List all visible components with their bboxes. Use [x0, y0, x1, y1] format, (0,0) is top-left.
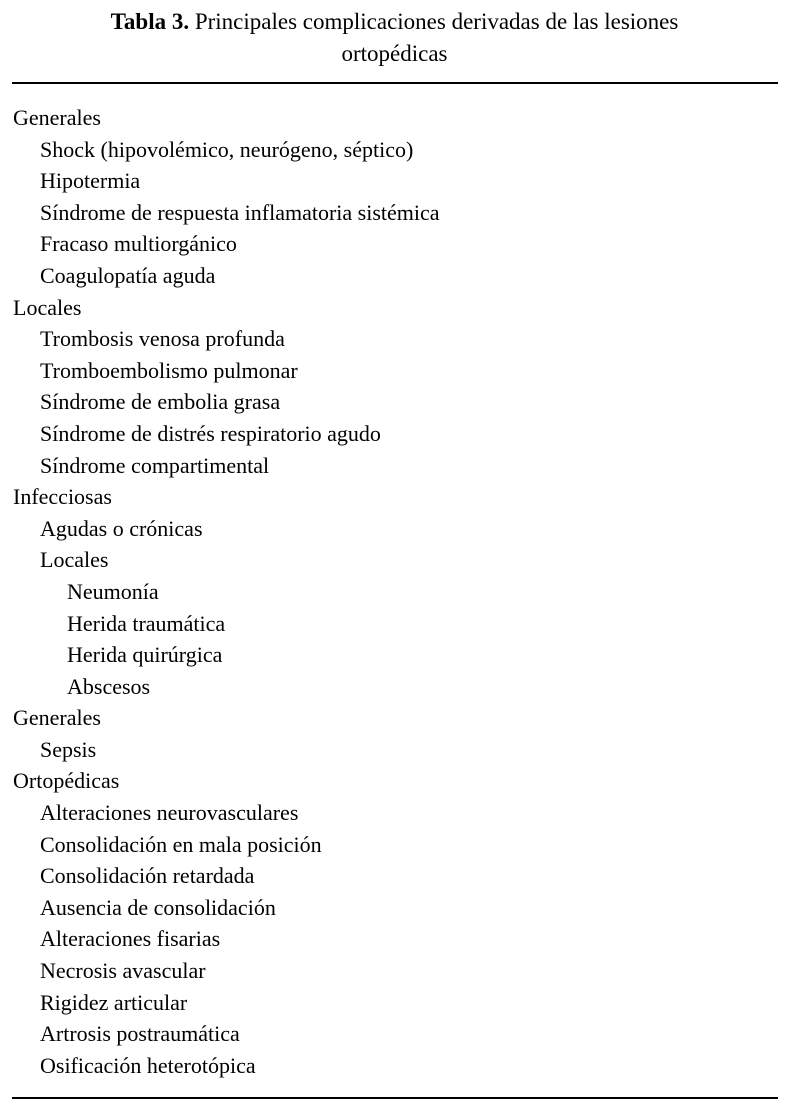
bottom-rule [12, 1097, 778, 1099]
table-label: Tabla 3. [110, 9, 190, 34]
sub-list-item: Herida traumática [67, 610, 226, 636]
list-item: Rigidez articular [40, 989, 188, 1015]
list-item: Sepsis [40, 736, 97, 762]
table-title: Principales complicaciones derivadas de las lesiones [194, 9, 679, 34]
list-item: Necrosis avascular [40, 958, 206, 984]
sub-list-item: Neumonía [67, 578, 159, 604]
list-item: Hipotermia [40, 168, 141, 194]
table-caption [0, 6, 789, 70]
list-item: Síndrome de respuesta inflamatoria sistémica [40, 199, 440, 225]
caption-line-1 [0, 6, 789, 38]
list-item: Consolidación retardada [40, 863, 255, 889]
list-item: Locales [40, 547, 109, 573]
sub-list-item: Herida quirúrgica [67, 642, 223, 668]
category-heading: Generales [13, 105, 101, 130]
list-item: Síndrome compartimental [40, 452, 270, 478]
list-item: Tromboembolismo pulmonar [40, 357, 298, 383]
category-heading: Locales [13, 294, 82, 320]
list-item: Consolidación en mala posición [40, 831, 322, 857]
sub-list-item: Abscesos [67, 673, 151, 699]
top-rule [12, 82, 778, 84]
list-item: Síndrome de distrés respiratorio agudo [40, 420, 381, 446]
list-item: Fracaso multiorgánico [40, 231, 237, 257]
list-item: Artrosis postraumática [40, 1021, 240, 1047]
list-item: Alteraciones fisarias [40, 926, 221, 952]
list-item: Agudas o crónicas [40, 515, 203, 541]
category-heading: Ortopédicas [13, 768, 120, 794]
list-item: Alteraciones neurovasculares [40, 800, 299, 826]
category-heading: Generales [13, 705, 101, 731]
list-item: Coagulopatía aguda [40, 262, 216, 288]
caption-line-2: ortopédicas [341, 41, 448, 66]
list-item: Osificación heterotópica [40, 1052, 256, 1078]
list-item: Trombosis venosa profunda [40, 326, 285, 352]
category-heading: Infecciosas [13, 484, 112, 510]
list-item: Síndrome de embolia grasa [40, 389, 281, 415]
list-item: Ausencia de consolidación [40, 894, 276, 920]
table-body [13, 102, 773, 1081]
list-item: Shock (hipovolémico, neurógeno, séptico) [40, 136, 414, 162]
